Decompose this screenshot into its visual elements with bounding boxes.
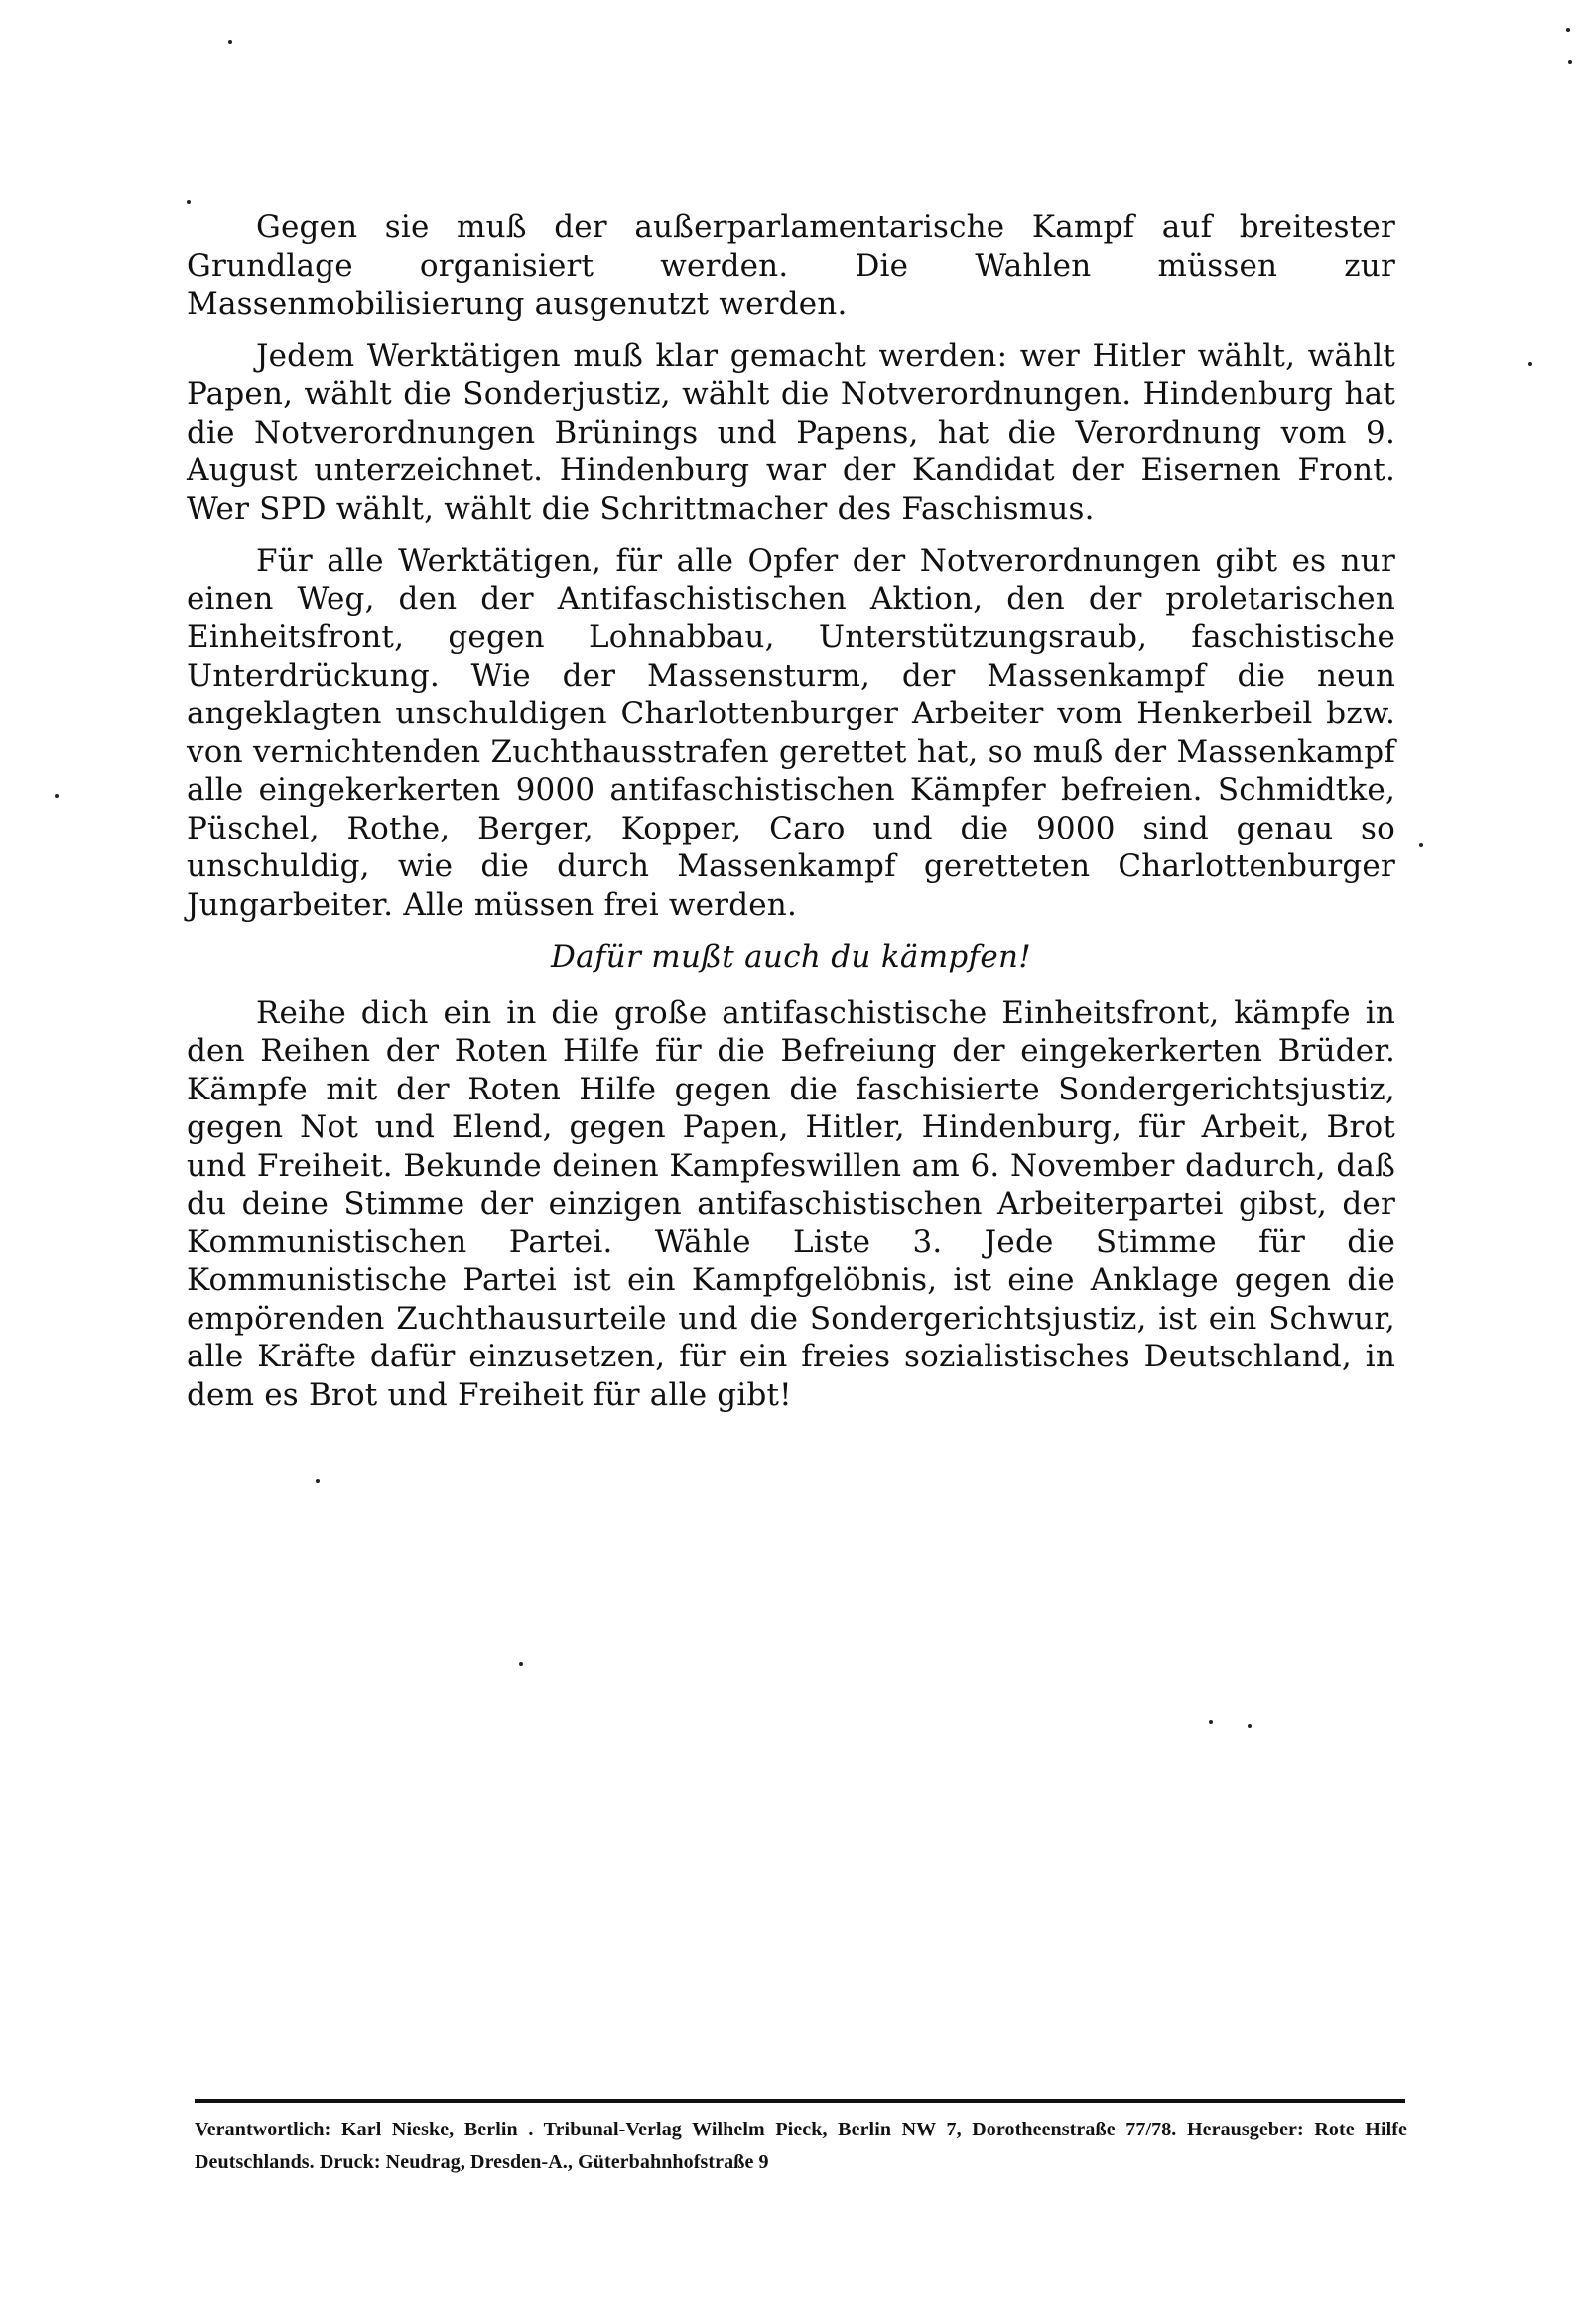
imprint: Verantwortlich: Karl Nieske, Berlin . Tribunal-Verlag Wilhelm Pieck, Berlin NW 7, Dorotheenstraße 77/78. Herausgeber: Rote Hilfe Deutschlands. Druck: Neudrag, Dresden-A., Güterbahnhofstraße 9 [195, 2119, 1407, 2173]
scan-speck [1419, 843, 1423, 847]
paragraph-1: Gegen sie muß der außerparlamentarische Kampf auf breitester Grundlage organisiert werden. Die Wahlen müssen zur Massenmobilisierung ausgenutzt werden. [187, 209, 1395, 322]
slogan: Dafür mußt auch du kämpfen! [551, 939, 1031, 974]
scan-speck [187, 200, 191, 204]
paragraph-3: Für alle Werktätigen, für alle Opfer der Notverordnungen gibt es nur einen Weg, den der Antifaschistischen Aktion, den der proletarischen Einheitsfront, gegen Lohnabbau, Unterstützungsraub, faschistische Unterdrückung. Wie der Massensturm, der Massenkampf die neun angeklagten unschuldigen Charlottenburger Arbeiter vom Henkerbeil bzw. von vernichtenden Zuchthausstrafen gerettet hat, so muß der Massenkampf alle eingekerkerten 9000 antifaschistischen Kämpfer befreien. Schmidtke, Püschel, Rothe, Berger, Kopper, Caro und die 9000 sind genau so unschuldig, wie die durch Massenkampf geretteten Charlottenburger Jungarbeiter. Alle müssen frei werden. [187, 543, 1395, 923]
paragraph-2: Jedem Werktätigen muß klar gemacht werden: wer Hitler wählt, wählt Papen, wählt die Sonderjustiz, wählt die Notverordnungen. Hindenburg hat die Notverordnungen Brünings und Papens, hat die Verordnung vom 9. August unterzeichnet. Hindenburg war der Kandidat der Eisernen Front. Wer SPD wählt, wählt die Schrittmacher des Faschismus. [187, 337, 1395, 527]
body-text [187, 208, 1395, 1428]
scan-speck [519, 1662, 523, 1666]
scan-speck [1568, 60, 1572, 64]
scan-speck [55, 794, 59, 798]
closing-paragraph: Reihe dich ein in die große antifaschistische Einheitsfront, kämpfe in den Reihen der Roten Hilfe für die Befreiung der eingekerkerten Brüder. Kämpfe mit der Roten Hilfe gegen die faschisierte Sondergerichtsjustiz, gegen Not und Elend, gegen Papen, Hitler, Hindenburg, für Arbeit, Brot und Freiheit. Bekunde deinen Kampfeswillen am 6. November dadurch, daß du deine Stimme der einzigen antifaschistischen Arbeiterpartei gibst, der Kommunistischen Partei. Wähle Liste 3. Jede Stimme für die Kommunistische Partei ist ein Kampfgelöbnis, ist eine Anklage gegen die empörenden Zuchthausurteile und die Sondergerichtsjustiz, ist ein Schwur, alle Kräfte dafür einzusetzen, für ein freies sozialistisches Deutschland, in dem es Brot und Freiheit für alle gibt! [187, 994, 1395, 1413]
scan-speck [1209, 1720, 1213, 1724]
scan-speck [228, 40, 232, 44]
scan-speck [316, 1479, 320, 1483]
scan-speck [1528, 362, 1532, 366]
scan-speck [1248, 1724, 1252, 1728]
scan-speck [1566, 28, 1570, 32]
footer-rule [195, 2099, 1405, 2103]
